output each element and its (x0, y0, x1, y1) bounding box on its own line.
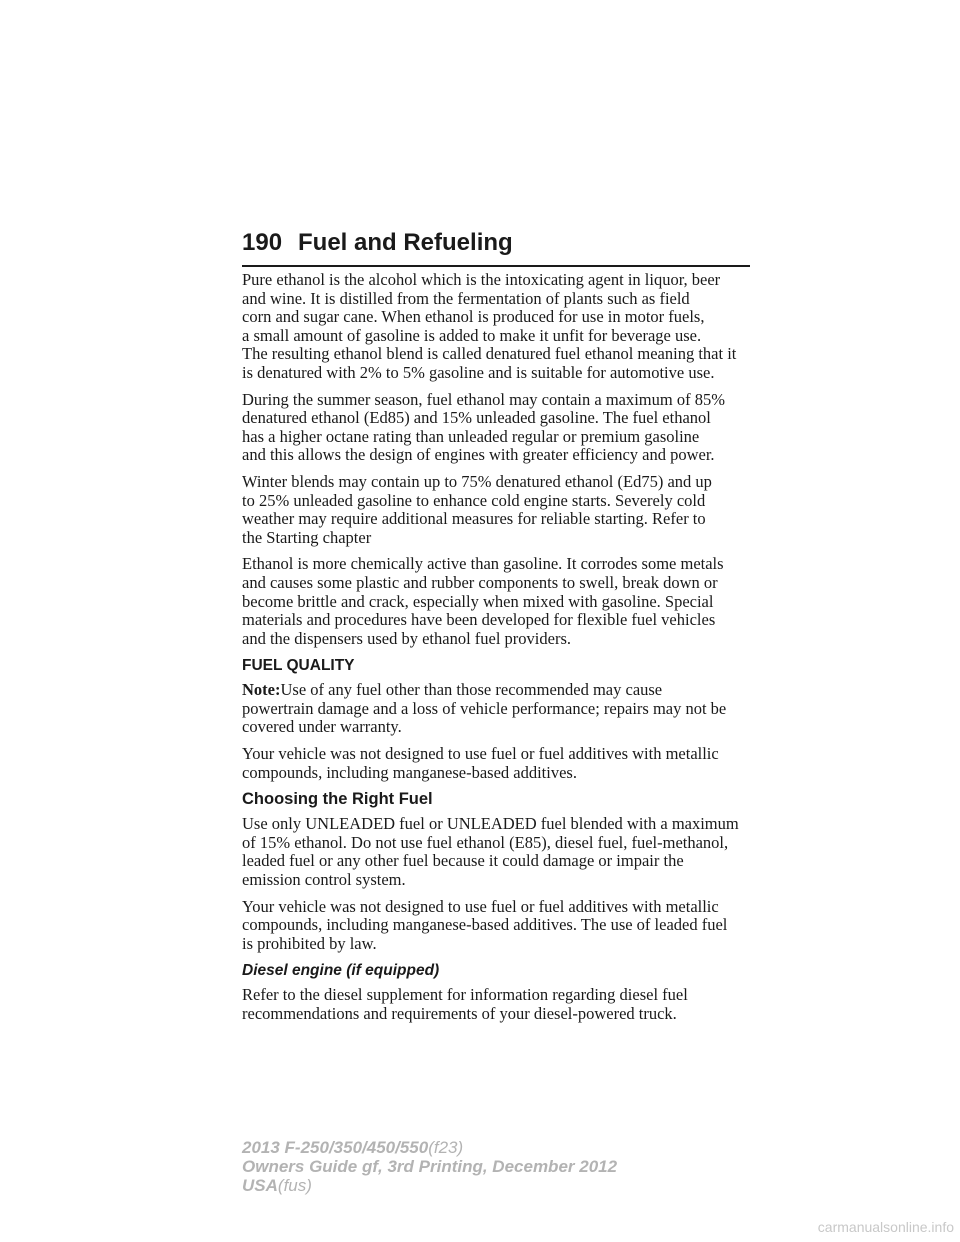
paragraph-pure-ethanol (242, 271, 754, 383)
text-line: has a higher octane rating than unleaded regular or premium gasoline (242, 426, 700, 446)
text-line: of 15% ethanol. Do not use fuel ethanol (E85), diesel fuel, fuel-methanol, (242, 832, 729, 852)
text-line: recommendations and requirements of your diesel-powered truck. (242, 1004, 677, 1023)
text-line: materials and procedures have been developed for flexible fuel vehicles (242, 610, 716, 630)
section-title: Fuel and Refueling (298, 229, 513, 256)
paragraph-diesel-supplement (242, 986, 754, 1023)
footer-region-code: (fus) (277, 1176, 312, 1195)
text-line: Ethanol is more chemically active than gasoline. It corrodes some metals (242, 554, 724, 574)
text-line: Use only UNLEADED fuel or UNLEADED fuel blended with a maximum (242, 814, 739, 834)
footer-line-model (242, 1138, 617, 1157)
text-line: and wine. It is distilled from the fermentation of plants such as field (242, 288, 690, 308)
heading-fuel-quality: FUEL QUALITY (242, 657, 355, 675)
footer-line-guide: Owners Guide gf, 3rd Printing, December 2012 (242, 1157, 618, 1176)
text-line: and this allows the design of engines with greater efficiency and power. (242, 445, 715, 465)
paragraph-chemically-active (242, 555, 754, 648)
note-text: Use of any fuel other than those recommended may cause (280, 680, 663, 700)
footer-model: 2013 F-250/350/450/550 (242, 1138, 429, 1157)
footer-region: USA (242, 1176, 278, 1195)
text-line: Winter blends may contain up to 75% denatured ethanol (Ed75) and up (242, 471, 712, 491)
watermark-text: carmanualsonline.info (817, 1219, 954, 1235)
text-line: Refer to the diesel supplement for information regarding diesel fuel (242, 985, 688, 1005)
text-line: corn and sugar cane. When ethanol is produced for use in motor fuels, (242, 307, 705, 327)
text-line: a small amount of gasoline is added to make it unfit for beverage use. (242, 325, 702, 345)
text-line: and the dispensers used by ethanol fuel providers. (242, 628, 572, 648)
text-line: compounds, including manganese-based additives. The use of leaded fuel (242, 915, 728, 935)
footer-line-region (242, 1176, 617, 1195)
text-line: denatured ethanol (Ed85) and 15% unleaded gasoline. The fuel ethanol (242, 408, 711, 428)
text-line: compounds, including manganese-based additives. (242, 762, 577, 782)
text-line: leaded fuel or any other fuel because it could damage or impair the (242, 851, 684, 871)
paragraph-note (242, 681, 754, 737)
paragraph-leaded-prohibited (242, 898, 754, 954)
footer-model-code: (f23) (428, 1138, 464, 1157)
text-line: Pure ethanol is the alcohol which is the intoxicating agent in liquor, beer (242, 270, 721, 289)
text-line: become brittle and crack, especially when mixed with gasoline. Special (242, 591, 714, 611)
text-line: Your vehicle was not designed to use fuel or fuel additives with metallic (242, 744, 719, 764)
text-line: The resulting ethanol blend is called denatured fuel ethanol meaning that it (242, 344, 737, 364)
page-header (242, 229, 750, 267)
text-line: Your vehicle was not designed to use fuel or fuel additives with metallic (242, 896, 719, 916)
text-line: During the summer season, fuel ethanol may contain a maximum of 85% (242, 389, 725, 409)
note-label: Note: (242, 680, 281, 700)
text-line: covered under warranty. (242, 717, 402, 737)
paragraph-unleaded-only (242, 815, 754, 889)
heading-diesel-engine: Diesel engine (if equipped) (242, 962, 440, 980)
document-footer (242, 1138, 617, 1195)
text-line: emission control system. (242, 870, 406, 890)
text-line: weather may require additional measures for reliable starting. Refer to (242, 509, 706, 529)
heading-choosing-right-fuel: Choosing the Right Fuel (242, 790, 433, 809)
text-line: powertrain damage and a loss of vehicle performance; repairs may not be (242, 698, 727, 718)
text-line (242, 681, 754, 700)
paragraph-metallic-additives (242, 745, 754, 782)
text-line: and causes some plastic and rubber components to swell, break down or (242, 572, 718, 592)
paragraph-winter-blends (242, 473, 754, 547)
text-line: to 25% unleaded gasoline to enhance cold engine starts. Severely cold (242, 490, 706, 510)
page-number: 190 (242, 229, 283, 256)
page-body (242, 271, 754, 1032)
text-line: is prohibited by law. (242, 933, 377, 953)
paragraph-summer-season (242, 391, 754, 465)
text-line: is denatured with 2% to 5% gasoline and is suitable for automotive use. (242, 362, 715, 382)
text-line: the Starting chapter (242, 527, 372, 547)
